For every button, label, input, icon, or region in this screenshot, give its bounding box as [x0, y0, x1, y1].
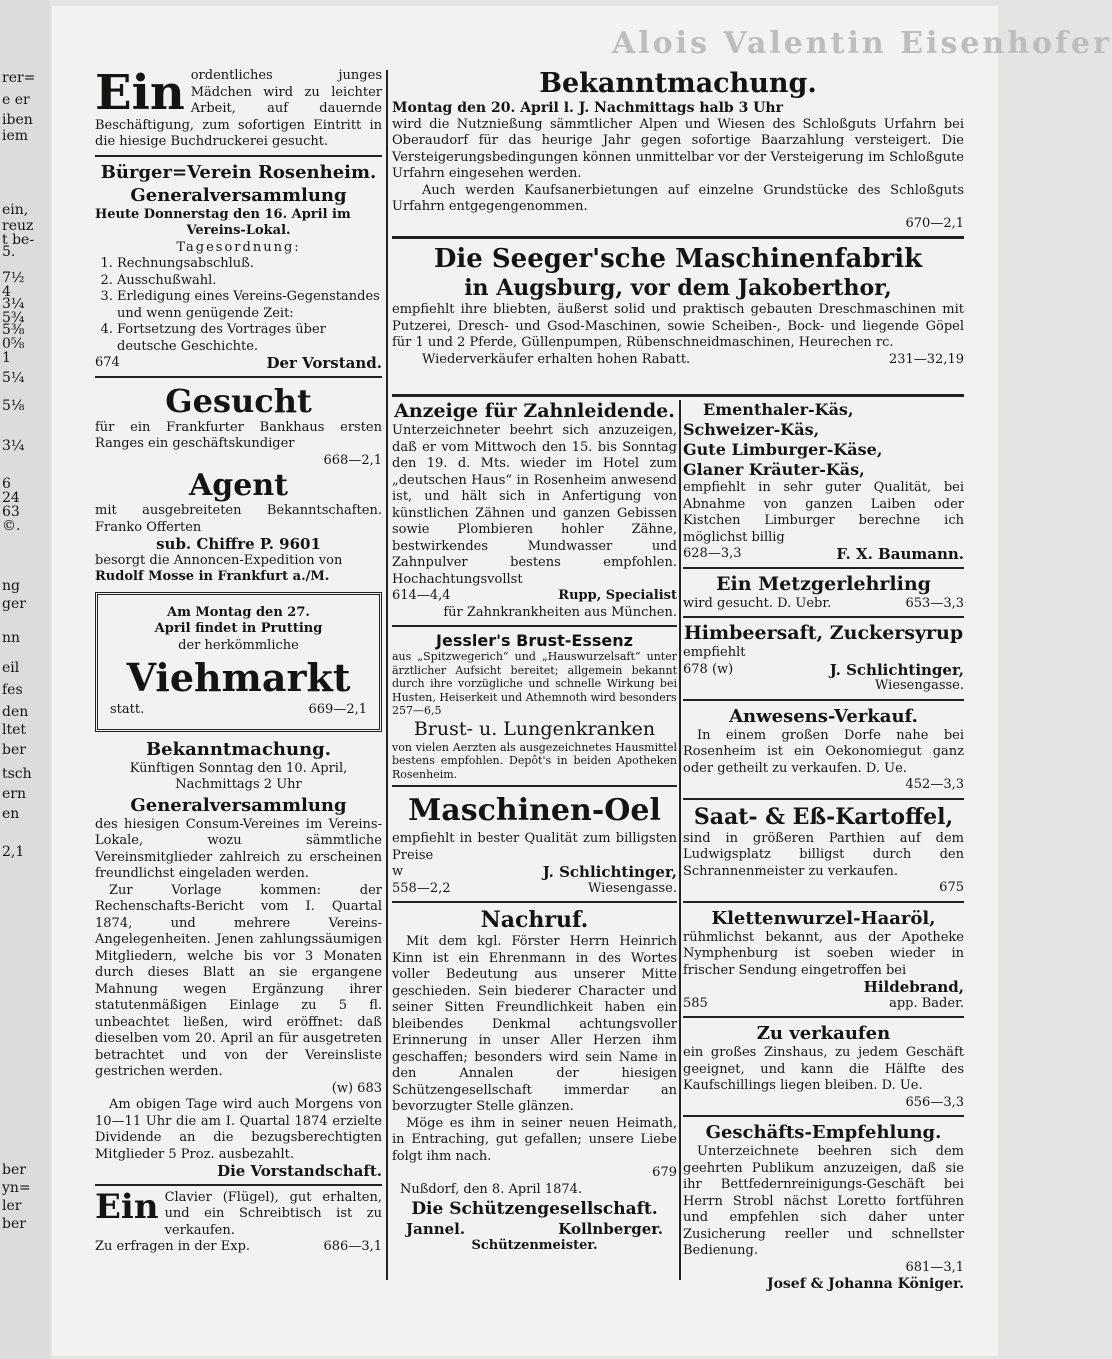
ad-text: Auch werden Kaufsanerbietungen auf einzelne Grundstücke des Schloßguts Urfahrn entgegengenommen.: [392, 182, 964, 214]
ad-ref: 686—3,1: [323, 1239, 382, 1254]
ad-ref: 653—3,3: [905, 595, 964, 611]
ad-kaese: [683, 400, 964, 563]
margin-fragment: ler: [2, 1198, 22, 1214]
ad-date: Nußdorf, den 8. April 1874.: [400, 1181, 583, 1197]
margin-fragment: 24: [2, 490, 20, 506]
margin-fragment: 6: [2, 476, 11, 492]
margin-fragment: 1: [2, 350, 11, 366]
ad-consumverein: [95, 738, 382, 1180]
margin-fragment: 5⅛: [2, 398, 25, 414]
ad-text: ordentliches junges Mädchen wird zu leichter Arbeit, auf dauernde Beschäftigung, zum sofortigen Eintritt in die hiesige Buchdruckerei gesucht.: [95, 68, 382, 149]
margin-fragment: e er: [2, 92, 30, 108]
margin-fragment: 0⅝: [2, 336, 25, 352]
initial-letter: Ein: [95, 65, 185, 121]
ad-place: Vereins-Lokal.: [186, 223, 291, 238]
ad-ref: 679: [652, 1165, 677, 1180]
ad-title: Zu verkaufen: [756, 1023, 891, 1044]
ad-text: für ein Frankfurter Bankhaus ersten Ranges ein geschäftskundiger: [95, 419, 382, 451]
margin-fragment: 3¼: [2, 438, 25, 454]
agenda-item: 4. Fortsetzung des Vortrages über deutsche Geschichte.: [117, 322, 382, 355]
right-column: [683, 400, 964, 1293]
ad-text: Unterzeichnete beehren sich dem geehrten Publikum anzuzeigen, daß sie ihr Bettfedernreinigungs-Geschäft bei Herrn Strobl nächst Loretto fortführen und empfehlen sich daher unter Zusicherung reeller und schnellster Bedienung.: [683, 1144, 964, 1258]
ad-title: Gesucht: [165, 381, 312, 420]
ad-himbeersaft: [683, 622, 964, 695]
margin-fragment: 5¾: [2, 310, 25, 326]
ad-text: empfiehlt: [683, 645, 746, 660]
margin-fragment: rer=: [2, 70, 36, 86]
margin-fragment: 4: [2, 284, 11, 300]
ad-signature: Die Schützengesellschaft.: [411, 1199, 658, 1219]
ad-title: Jessler's Brust-Essenz: [436, 631, 633, 650]
margin-fragment: 3¼: [2, 296, 25, 312]
margin-fragment: ng: [2, 578, 20, 594]
ad-paragraph: Zur Vorlage kommen: der Rechenschafts-Bericht vom I. Quartal 1874, und mehrere Vereins-Angelegenheiten. Jenen zahlungssäumigen Mitgliedern, welche bis vor 3 Monaten durch dieses Blatt an sie ergangene Mahnung wegen Ergänzung ihrer statutenmäßigen Einlage zu 5 fl. unbeachtet ließen, wird eröffnet: daß dieselben vom 20. April an für ausgetreten betrachtet und von der Vereinsliste gestrichen werden.: [95, 882, 382, 1079]
ad-text: ein großes Zinshaus, zu jedem Geschäft geeignet, und kann die Hälfte des Kaufschillings liegen bleiben. D. Ue.: [683, 1045, 964, 1093]
ad-text: sind in größeren Parthien auf dem Ludwigsplatz billigst durch den Schrannenmeister zu verkaufen.: [683, 830, 964, 879]
ad-name: J. Schlichtinger,: [542, 863, 677, 881]
ad-ref: 614—4,4: [392, 588, 451, 603]
margin-fragment: t be-: [2, 232, 35, 248]
ad-nachruf: [392, 907, 677, 1254]
ad-zinshaus: [683, 1022, 964, 1111]
initial-letter: Ein: [95, 1186, 159, 1227]
ad-paragraph: des hiesigen Consum-Vereines im Vereins-Lokale, wozu sämmtliche Vereinsmitglieder zahlreich zu erscheinen freundlichst eingeladen werden.: [95, 816, 382, 881]
margin-fragment: eil: [2, 660, 20, 676]
ad-title: Maschinen-Oel: [408, 793, 661, 828]
ad-paragraph: Mit dem kgl. Förster Herrn Heinrich Kinn ist ein Ehrenmann in des Wortes voller Bedeutung aus unserer Mitte geschieden. Sein biederer Character und seiner Sitten Freundlichkeit haben ein bleibendes Denkmal achtungsvoller Erinnerung in unser Aller Herzen ihm geschaffen; besonders wird sein Name in den Annalen der hiesigen Schützengesellschaft immerdar an bevorzugter Stelle glänzen.: [392, 934, 677, 1114]
ad-line: der herkömmliche: [178, 637, 299, 653]
margin-fragment: ber: [2, 1216, 26, 1232]
ad-text: aus „Spitzwegerich“ und „Hauswurzelsaft“ unter ärztlicher Aufsicht bereitet; allgemein bekannt durch ihre vorzügliche und schnelle Wirkung bei Husten, Heiserkeit und Athemnoth wird besonders: [392, 650, 677, 704]
ad-title: Brust- u. Lungenkranken: [413, 717, 656, 740]
ad-item: Schweizer-Käs,: [683, 420, 820, 439]
ad-metzgerlehrling: [683, 573, 964, 613]
ad-addr: Wiesengasse.: [875, 678, 964, 693]
ad-role: app. Bader.: [889, 995, 964, 1011]
ad-paragraph: Am obigen Tage wird auch Morgens von 10—11 Uhr die am I. Quartal 1874 erzielte Dividende an die bezugsberechtigten Mitglieder 5 Proz. ausbezahlt.: [95, 1097, 382, 1162]
margin-fragment: tsch: [2, 766, 32, 782]
ad-jessler: [392, 631, 677, 781]
ad-title: Himbeersaft, Zuckersyrup: [683, 622, 964, 644]
ad-subtitle: in Augsburg, vor dem Jakoberthor,: [464, 275, 892, 301]
ad-viehmarkt: [95, 592, 382, 732]
ad-ref: 231—32,19: [888, 351, 964, 367]
ad-name: Rupp, Specialist: [558, 588, 677, 603]
margin-fragment: ber: [2, 742, 26, 758]
ad-title-agent: Agent: [188, 468, 288, 503]
margin-fragment: 7½: [2, 270, 25, 286]
ad-anwesen: [683, 705, 964, 794]
ad-line: Wiederverkäufer erhalten hohen Rabatt.: [422, 351, 691, 367]
margin-fragment: nn: [2, 630, 21, 646]
ad-title: Viehmarkt: [126, 655, 351, 700]
ad-date: Montag den 20. April l. J. Nachmittags halb 3 Uhr: [392, 100, 783, 116]
ad-line: Künftigen Sonntag den 10. April,: [129, 760, 348, 776]
ad-title: Nachruf.: [480, 907, 589, 933]
signature: Der Vorstand.: [266, 354, 382, 372]
ad-ref: 668—2,1: [323, 452, 382, 468]
ad-text: In einem großen Dorfe nahe bei Rosenheim ist ein Oekonomiegut ganz oder getheilt zu verkaufen. D. Ue.: [683, 727, 964, 776]
ad-number: 674: [95, 355, 120, 370]
column-rule-left: [386, 70, 388, 1280]
margin-fragment: iben: [2, 112, 33, 128]
margin-fragment: fes: [2, 682, 23, 698]
ad-subtitle: Generalversammlung: [130, 184, 347, 206]
ad-title: Bürger=Verein Rosenheim.: [100, 161, 377, 183]
margin-fragment: 5⅜: [2, 322, 25, 338]
left-column: [95, 65, 382, 1256]
ad-ref: 670—2,1: [905, 215, 964, 231]
ad-title: Saat- & Eß-Kartoffel,: [693, 803, 954, 830]
ad-ref: 585: [683, 995, 708, 1011]
ad-name: Kollnberger.: [558, 1220, 663, 1238]
ad-item: Glaner Kräuter-Käs,: [683, 460, 865, 479]
margin-fragment: yn=: [2, 1180, 31, 1196]
ad-geschaeft: [683, 1121, 964, 1293]
ad-gesucht: [95, 382, 382, 586]
ad-zahnleidende: [392, 400, 677, 621]
ad-line: Zu erfragen in der Exp.: [95, 1239, 251, 1254]
ad-title: Ein Metzgerlehrling: [716, 572, 931, 595]
agenda-item: 3. Erledigung eines Vereins-Gegenstandes und wenn genügende Zeit:: [117, 289, 382, 322]
column-rule-middle: [679, 400, 681, 1280]
ad-line: Nachmittags 2 Uhr: [175, 777, 302, 792]
ad-date: Heute Donnerstag den 16. April im: [95, 206, 351, 222]
ad-name: Jannel.: [406, 1220, 466, 1238]
chiffre: sub. Chiffre P. 9601: [156, 535, 321, 553]
ad-text: besorgt die Annoncen-Expedition von: [95, 552, 343, 568]
ad-text: wird gesucht. D. Uebr.: [683, 595, 832, 611]
margin-fragment: ©.: [2, 518, 21, 534]
ad-ref: 558—2,2: [392, 880, 451, 896]
margin-fragment: 5¼: [2, 370, 25, 386]
ad-title: Anwesens-Verkauf.: [729, 705, 918, 727]
margin-fragment: ber: [2, 1162, 26, 1178]
ad-buergerverein: [95, 161, 382, 372]
wide-column: [392, 68, 964, 368]
ad-title: Klettenwurzel-Haaröl,: [711, 907, 936, 929]
margin-fragment: 63: [2, 504, 20, 520]
ad-text: von vielen Aerzten als ausgezeichnetes Hausmittel bestens empfohlen. Depôt's in beiden Apotheken Rosenheim.: [392, 740, 677, 781]
ad-title: Geschäfts-Empfehlung.: [705, 1122, 942, 1143]
ad-item: Ementhaler-Käs,: [703, 400, 854, 419]
previous-page-margin: [0, 0, 50, 1359]
ad-ref: 628—3,3: [683, 546, 742, 561]
agenda-item: 2. Ausschußwahl.: [117, 273, 382, 290]
ad-name: F. X. Baumann.: [836, 545, 964, 563]
ad-ref: 681—3,1: [905, 1259, 964, 1275]
watermark: Alois Valentin Eisenhofer: [612, 26, 1112, 61]
ad-schlossgut: [392, 68, 964, 232]
ad-mark: w: [392, 864, 404, 879]
agency: Rudolf Mosse in Frankfurt a./M.: [95, 569, 330, 584]
ad-title: Anzeige für Zahnleidende.: [394, 400, 675, 422]
ad-addr: Wiesengasse.: [588, 880, 677, 896]
margin-fragment: ein,: [2, 202, 29, 218]
margin-fragment: ltet: [2, 722, 27, 738]
ad-title: Bekanntmachung.: [145, 738, 332, 760]
ad-text: empfiehlt in bester Qualität zum billigsten Preise: [392, 831, 677, 863]
margin-fragment: en: [2, 806, 20, 822]
margin-fragment: 2,1: [2, 844, 25, 860]
ad-text: statt.: [110, 702, 145, 717]
ad-ref: 257—6,5: [392, 704, 442, 717]
ad-ref: 669—2,1: [308, 702, 367, 717]
ad-name: Hildebrand,: [863, 978, 964, 996]
ad-maschinenoel: [392, 791, 677, 897]
ad-paragraph: Möge es ihm in seiner neuen Heimath, in Entraching, gut gefallen; unsere Liebe folgt ihm nach.: [392, 1115, 677, 1164]
ad-title: Bekanntmachung.: [539, 68, 817, 99]
ad-text: empfiehlt ihre bliebten, äußerst solid und praktisch gebauten Dreschmaschinen mit Putzerei, Dresch- und Gsod-Maschinen, sowie Scheiben-, Bock- und liegende Göpel für 1 und 2 Pferde, Güllenpumpen, Rübenschneidmaschinen, Heurechen rc.: [392, 302, 964, 350]
ad-name: Josef & Johanna Königer.: [766, 1276, 964, 1292]
ad-text: Clavier (Flügel), gut erhalten, und ein Schreibtisch ist zu verkaufen.: [164, 1189, 382, 1238]
ad-line: April findet in Prutting: [154, 621, 323, 636]
ad-seeger: [392, 243, 964, 368]
margin-fragment: iem: [2, 128, 29, 144]
agenda-label: Tagesordnung:: [176, 239, 301, 255]
ad-text: Unterzeichneter beehrt sich anzuzeigen, daß er vom Mittwoch den 15. bis Sonntag den 19. d. Mts. wieder im Hotel zum „deutschen Haus“ in Rosenheim anwesend ist, und hält sich in Anfertigung von künstlichen Zähnen und ganzen Gebissen sowie Plombieren hohler Zähne, bestwirkendes Mundwasser und Zahnpulver bestens empfohlen. Hochachtungsvollst: [392, 423, 677, 587]
ad-text: wird die Nutznießung sämmtlicher Alpen und Wiesen des Schloßguts Urfahrn bei Oberaudorf für das heurige Jahr gegen sofortige Baarzahlung versteigert. Die Versteigerungsbedingungen können unmittelbar vor der Versteigerung im Schloßgute Urfahrn eingesehen werden.: [392, 116, 964, 181]
ad-ref: (w) 683: [331, 1080, 382, 1096]
margin-fragment: ger: [2, 596, 26, 612]
ad-text: rühmlichst bekannt, aus der Apotheke Nymphenburg ist soeben wieder in frischer Sendung eingetroffen bei: [683, 929, 964, 978]
ad-title: Die Seeger'sche Maschinenfabrik: [433, 244, 923, 274]
signature: Die Vorstandschaft.: [217, 1162, 382, 1180]
ad-text: empfiehlt in sehr guter Qualität, bei Abnahme von ganzen Laiben oder Kistchen Limburger berechne ich möglichst billig: [683, 480, 964, 545]
margin-fragment: 5.: [2, 244, 16, 260]
middle-column: [392, 400, 677, 1254]
ad-text: mit ausgebreiteten Bekanntschaften. Franko Offerten: [95, 503, 382, 535]
ad-kartoffel: [683, 804, 964, 897]
ad-ref: 678 (w): [683, 661, 734, 677]
ad-haaroel: [683, 907, 964, 1013]
ad-maedchen: [95, 65, 382, 151]
ad-name: J. Schlichtinger,: [829, 660, 964, 679]
ad-role: Schützenmeister.: [471, 1237, 598, 1253]
margin-fragment: reuz: [2, 218, 34, 234]
ad-line: Am Montag den 27.: [167, 604, 310, 620]
ad-role: für Zahnkrankheiten aus München.: [443, 604, 677, 620]
ad-item: Gute Limburger-Käse,: [683, 440, 883, 459]
agenda-item: 1. Rechnungsabschluß.: [117, 256, 382, 273]
ad-ref: 656—3,3: [905, 1094, 964, 1110]
ad-subtitle: Generalversammlung: [130, 794, 347, 816]
ad-ref: 452—3,3: [905, 777, 964, 792]
ad-ref: 675: [939, 880, 964, 895]
agenda-list: [95, 256, 382, 355]
margin-fragment: ern: [2, 786, 26, 802]
ad-clavier: [95, 1186, 382, 1256]
margin-fragment: den: [2, 704, 29, 720]
divider: [392, 394, 964, 397]
